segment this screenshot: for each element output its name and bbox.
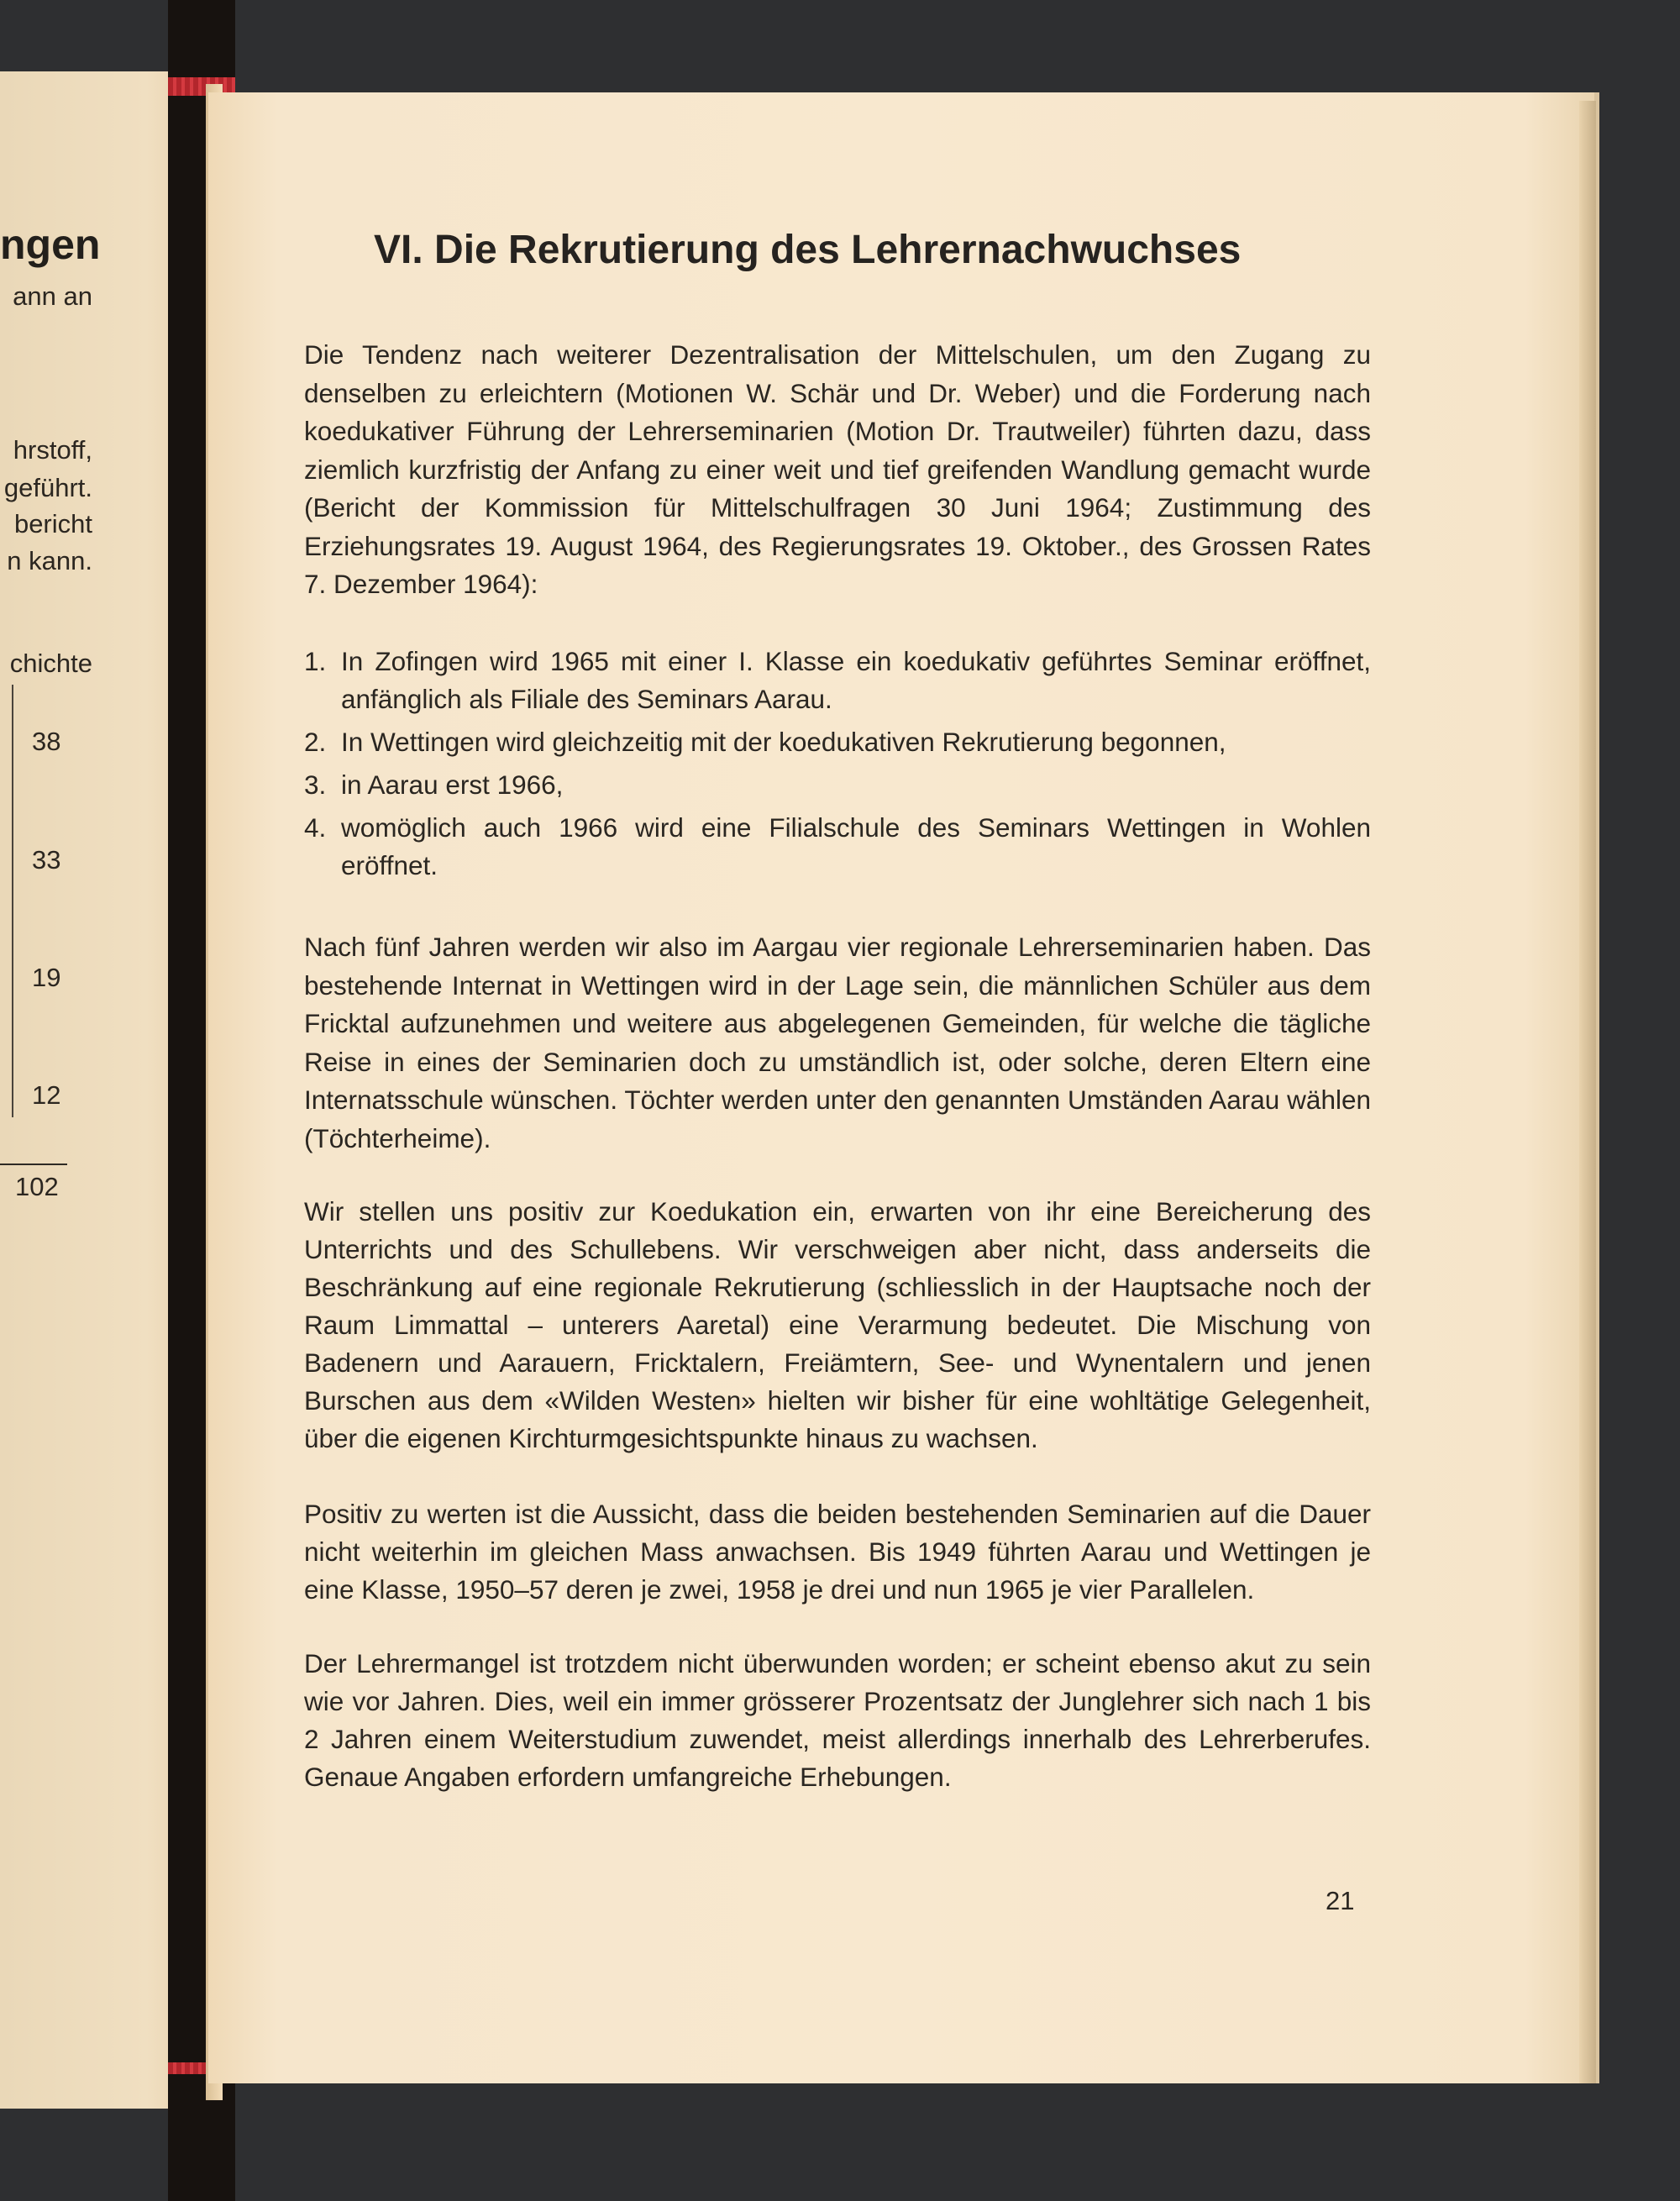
list-number: 1.	[304, 646, 327, 676]
left-page-text-fragment: bericht	[13, 509, 92, 538]
list-text: In Zofingen wird 1965 mit einer I. Klasse ein koedukativ geführtes Seminar eröffnet, anfänglich als Filiale des Seminars Aarau.	[341, 646, 1371, 714]
left-page-heading-fragment: ngen	[0, 221, 101, 268]
left-page-text-fragment: chichte	[9, 649, 92, 678]
list-text: In Wettingen wird gleichzeitig mit der koedukativen Rekrutierung begonnen,	[341, 727, 1226, 757]
table-number: 38	[32, 727, 61, 756]
list-item	[304, 643, 1371, 718]
page-edge	[1579, 101, 1596, 2083]
left-page-text-fragment: n kann.	[7, 546, 92, 575]
list-number: 3.	[304, 770, 327, 800]
page-number: 21	[1326, 1886, 1355, 1915]
list-item	[304, 723, 1371, 761]
list-item	[304, 766, 1371, 804]
section-title: VI. Die Rekrutierung des Lehrernachwuchses	[374, 228, 1242, 272]
table-rule	[12, 685, 13, 1117]
list-text: in Aarau erst 1966,	[341, 770, 564, 800]
paragraph: Der Lehrermangel ist trotzdem nicht überwunden worden; er scheint ebenso akut zu sein wie vor Jahren. Dies, weil ein immer grösserer Prozentsatz der Junglehrer sich nach 1 bis 2 Jahren einem Weiterstudium zuwendet, meist allerdings innerhalb des Lehrerberufes. Genaue Angaben erfordern umfangreiche Erhebungen.	[304, 1648, 1371, 1792]
list-number: 4.	[304, 812, 327, 843]
intro-paragraph: Die Tendenz nach weiterer Dezentralisation der Mittelschulen, um den Zugang zu denselben zu erleichtern (Motionen W. Schär und Dr. Weber) und die Forderung nach koedukativer Führung der Lehrerseminarien (Motion Dr. Trautweiler) führten dazu, dass ziemlich kurzfristig der Anfang zu einer weit und tief greifenden Wandlung gemacht wurde (Bericht der Kommission für Mittelschulfragen 30 Juni 1964; Zustimmung des Erziehungsrates 19. August 1964, des Regierungsrates 19. Oktober., des Grossen Rates 7. Dezember 1964):	[304, 339, 1371, 599]
left-page-text-fragment: hrstoff,	[13, 435, 92, 465]
paragraph: Positiv zu werten ist die Aussicht, dass die beiden bestehenden Seminarien auf die Dauer nicht weiterhin im gleichen Mass anwachsen. Bis 1949 führten Aarau und Wettingen je eine Klasse, 1950–57 deren je zwei, 1958 je drei und nun 1965 je vier Parallelen.	[304, 1499, 1371, 1605]
left-page-text-fragment: ann an	[13, 281, 92, 311]
table-number: 12	[32, 1080, 61, 1110]
paragraph: Nach fünf Jahren werden wir also im Aargau vier regionale Lehrerseminarien haben. Das bestehende Internat in Wettingen wird in der Lage sein, die männlichen Schüler aus dem Fricktal aufzunehmen und weitere aus abgelegenen Gemeinden, für welche die tägliche Reise in eines der Seminarien doch zu umständlich ist, oder solche, deren Eltern eine Internatsschule wünschen. Töchter werden unter den genannten Umständen Aarau wählen (Töchterheime).	[304, 932, 1371, 1153]
left-page-text-fragment: geführt.	[3, 473, 92, 502]
list-text: womöglich auch 1966 wird eine Filialschule des Seminars Wettingen in Wohlen eröffnet.	[341, 812, 1371, 880]
table-number: 19	[32, 963, 61, 992]
table-sum-rule	[0, 1164, 67, 1165]
list-item	[304, 809, 1371, 885]
table-total: 102	[15, 1172, 59, 1201]
table-number: 33	[32, 845, 61, 875]
paragraph: Wir stellen uns positiv zur Koedukation ein, erwarten von ihr eine Bereicherung des Unterrichts und des Schullebens. Wir verschweigen aber nicht, dass anderseits die Beschränkung auf eine regionale Rekrutierung (schliesslich in der Hauptsache noch der Raum Limmattal – unterers Aaretal) eine Verarmung bedeutet. Die Mischung von Badenern und Aarauern, Fricktalern, Freiämtern, See- und Wynentalern und jenen Burschen aus dem «Wilden Westen» hielten wir bisher für eine wohltätige Gelegenheit, über die eigenen Kirchturmgesichtspunkte hinaus zu wachsen.	[304, 1196, 1371, 1453]
measures-list	[304, 643, 1371, 890]
list-number: 2.	[304, 727, 327, 757]
